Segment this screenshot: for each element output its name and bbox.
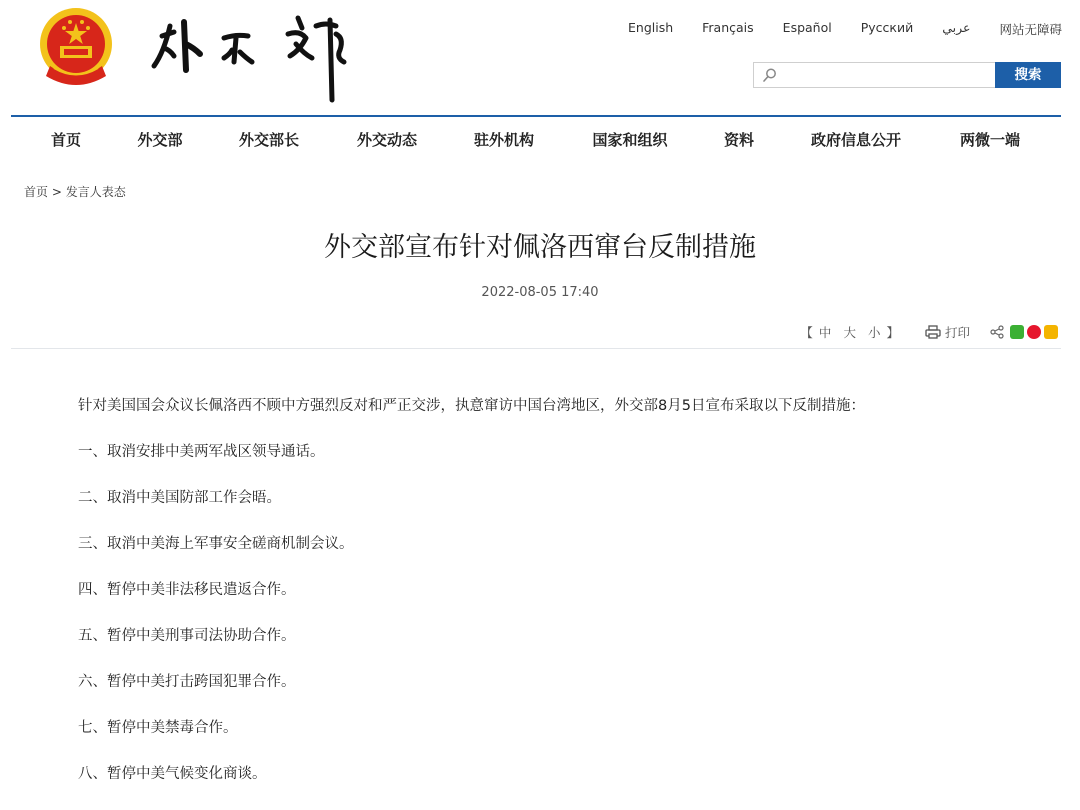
language-switcher (599, 20, 1062, 38)
breadcrumb (24, 183, 126, 200)
qzone-share-icon[interactable] (1044, 325, 1058, 339)
breadcrumb-home-link[interactable]: 首页 (24, 185, 49, 199)
printer-icon (925, 325, 941, 339)
content-divider (11, 348, 1061, 349)
bracket-close: 】 (886, 325, 899, 340)
print-label: 打印 (944, 325, 970, 340)
share-bar (990, 325, 1058, 339)
article-toolbar (800, 322, 1058, 342)
font-size-medium-button[interactable]: 中 (818, 325, 832, 340)
accessibility-link[interactable]: 网站无障碍 (999, 22, 1062, 37)
article-paragraph: 七、暂停中美禁毒合作。 (78, 720, 238, 736)
lang-french-link[interactable]: Français (702, 20, 754, 35)
search-bar (753, 62, 1061, 88)
article-paragraph: 八、暂停中美气候变化商谈。 (78, 766, 267, 782)
article-body (78, 396, 1038, 810)
search-input[interactable] (753, 62, 996, 88)
article-title: 外交部宣布针对佩洛西窜台反制措施 (324, 232, 756, 263)
nav-item-diplomatic-news[interactable]: 外交动态 (356, 131, 418, 149)
bracket-open: 【 (800, 325, 813, 340)
search-icon (762, 67, 778, 83)
article-paragraph: 五、暂停中美刑事司法协助合作。 (78, 628, 296, 644)
nav-item-home[interactable]: 首页 (50, 131, 82, 149)
lang-english-link[interactable]: English (628, 20, 674, 35)
nav-item-countries-orgs[interactable]: 国家和组织 (592, 131, 668, 149)
ministry-calligraphy-logo[interactable] (140, 4, 370, 108)
print-button[interactable] (925, 323, 970, 341)
font-size-large-button[interactable]: 大 (843, 325, 856, 340)
article-paragraph: 三、取消中美海上军事安全磋商机制会议。 (78, 536, 354, 552)
breadcrumb-separator: > (51, 185, 62, 199)
nav-item-gov-info[interactable]: 政府信息公开 (810, 131, 902, 149)
wechat-share-icon[interactable] (1010, 325, 1024, 339)
main-nav (11, 117, 1061, 161)
nav-item-ministry[interactable]: 外交部 (137, 131, 183, 149)
weibo-share-icon[interactable] (1027, 325, 1041, 339)
share-icon[interactable] (990, 325, 1004, 339)
font-size-switcher (800, 323, 899, 341)
national-emblem-logo[interactable] (36, 6, 116, 90)
site-header (0, 0, 1080, 116)
nav-item-missions-abroad[interactable]: 驻外机构 (473, 131, 535, 149)
lang-spanish-link[interactable]: Español (782, 20, 832, 35)
breadcrumb-current-link[interactable]: 发言人表态 (65, 185, 126, 199)
nav-item-resources[interactable]: 资料 (723, 131, 755, 149)
article-paragraph: 六、暂停中美打击跨国犯罪合作。 (78, 674, 296, 690)
article-paragraph: 二、取消中美国防部工作会晤。 (78, 490, 281, 506)
article-date: 2022-08-05 17:40 (481, 285, 599, 300)
nav-item-minister[interactable]: 外交部长 (238, 131, 300, 149)
font-size-small-button[interactable]: 小 (867, 325, 881, 340)
nav-item-mobile-social[interactable]: 两微一端 (959, 131, 1021, 149)
article-paragraph: 一、取消安排中美两军战区领导通话。 (78, 444, 325, 460)
search-button[interactable]: 搜索 (995, 62, 1061, 88)
article-paragraph: 针对美国国会众议长佩洛西不顾中方强烈反对和严正交涉，执意窜访中国台湾地区，外交部8月5日宣布采取以下反制措施： (78, 398, 865, 414)
lang-russian-link[interactable]: Русский (860, 20, 914, 35)
lang-arabic-link[interactable]: عربي (942, 20, 971, 35)
article-paragraph: 四、暂停中美非法移民遣返合作。 (78, 582, 296, 598)
